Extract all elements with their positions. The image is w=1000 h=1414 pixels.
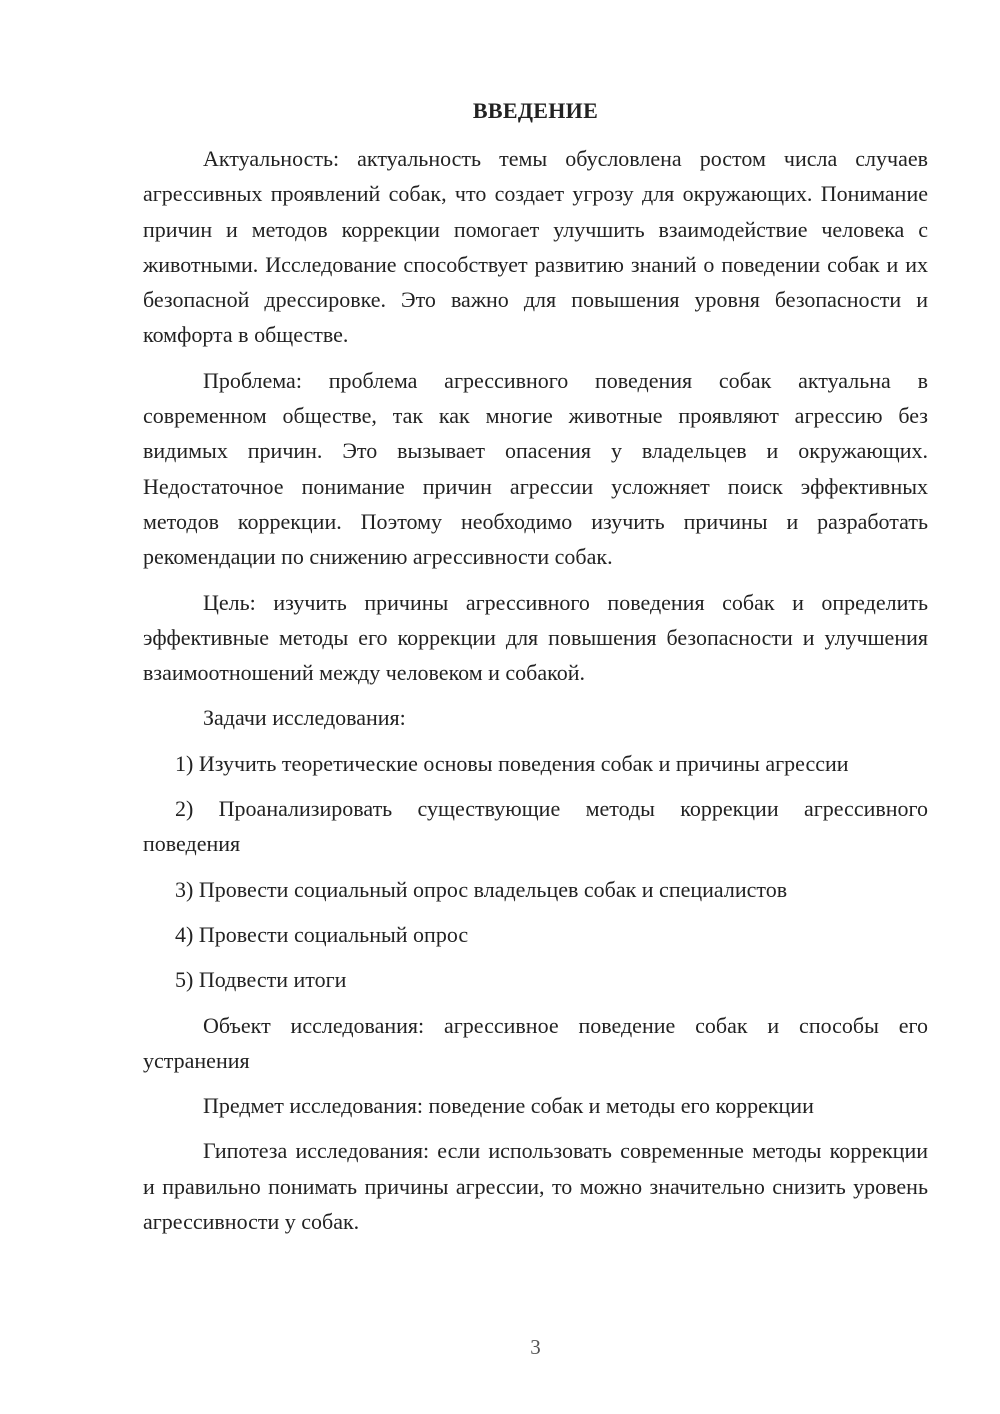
- subject-paragraph: Предмет исследования: поведение собак и методы его коррекции: [203, 1093, 814, 1119]
- problem-paragraph: Проблема: проблема агрессивного поведения собак актуальна в современном обществе, так как многие животные проявляют агрессию без видимых причин. Это вызывает опасения у владельцев и окружающих. Недостаточное понимание причин агрессии усложняет поиск эффективных методов коррекции. Поэтому необходимо изучить причины и разработать рекомендации по снижению агрессивности собак.: [143, 367, 928, 570]
- task-item: 3) Провести социальный опрос владельцев собак и специалистов: [175, 876, 788, 902]
- task-item: 2) Проанализировать существующие методы коррекции агрессивного поведения: [143, 796, 928, 857]
- document-body: [143, 141, 928, 1249]
- document-page: [143, 0, 928, 1414]
- tasks-title: Задачи исследования:: [203, 705, 406, 731]
- goal-paragraph: Цель: изучить причины агрессивного поведения собак и определить эффективные методы его коррекции для повышения безопасности и улучшения взаимоотношений между человеком и собакой.: [143, 589, 928, 686]
- task-item: 4) Провести социальный опрос: [175, 921, 469, 947]
- hypothesis-paragraph: Гипотеза исследования: если использовать современные методы коррекции и правильно понимать причины агрессии, то можно значительно снизить уровень агрессивности у собак.: [143, 1138, 928, 1235]
- task-item: 1) Изучить теоретические основы поведения собак и причины агрессии: [175, 750, 849, 776]
- page-title: ВВЕДЕНИЕ: [472, 98, 599, 123]
- page-number: 3: [530, 1335, 541, 1359]
- object-paragraph: Объект исследования: агрессивное поведение собак и способы его устранения: [143, 1012, 928, 1073]
- relevance-paragraph: Актуальность: актуальность темы обусловлена ростом числа случаев агрессивных проявлений собак, что создает угрозу для окружающих. Понимание причин и методов коррекции помогает улучшить взаимодействие человека с животными. Исследование способствует развитию знаний о поведении собак и их безопасной дрессировке. Это важно для повышения уровня безопасности и комфорта в обществе.: [143, 146, 928, 348]
- task-item: 5) Подвести итоги: [175, 967, 347, 993]
